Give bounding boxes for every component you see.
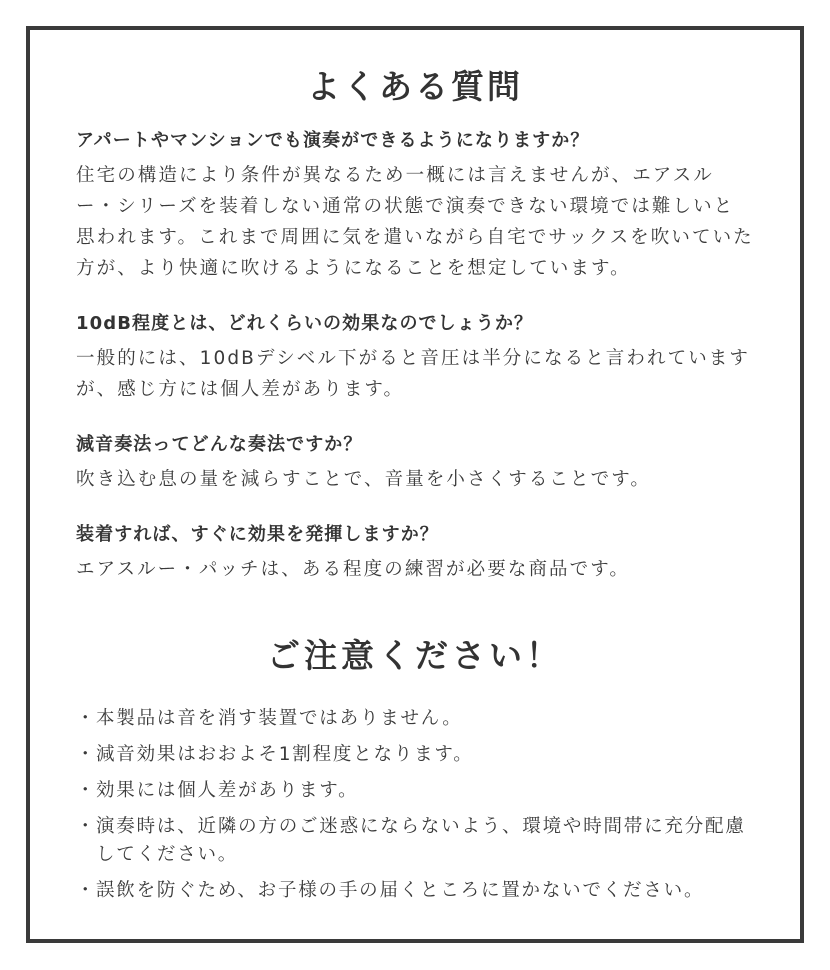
faq-question: 10dB程度とは、どれくらいの効果なのでしょうか？ [76, 313, 534, 334]
faq-answer: 吹き込む息の量を減らすことで、音量を小さくすることです。 [76, 469, 651, 490]
notice-item [76, 877, 754, 905]
notice-text: 効果には個人差があります。 [96, 780, 359, 801]
content-frame [26, 26, 804, 943]
faq-question: アパートやマンションでも演奏ができるようになりますか？ [76, 130, 590, 151]
faq-item [76, 311, 754, 405]
faq-item [76, 128, 754, 284]
bullet-icon: ・ [76, 880, 97, 901]
notice-text: 演奏時は、近隣の方のご迷惑にならないよう、環境や時間帯に充分配慮してください。 [96, 816, 746, 865]
faq-title: よくある質問 [307, 67, 523, 106]
faq-answer: 一般的には、10dBデシベル下がると音圧は半分になると言われていますが、感じ方には個人差があります。 [76, 348, 751, 400]
notice-text: 誤飲を防ぐため、お子様の手の届くところに置かないでください。 [96, 880, 705, 901]
notice-item [76, 741, 754, 769]
notice-title: ご注意ください！ [267, 636, 563, 675]
faq-question: 装着すれば、すぐに効果を発揮しますか？ [76, 524, 439, 545]
faq-question: 減音奏法ってどんな奏法ですか？ [76, 434, 363, 455]
notice-item [76, 813, 754, 869]
notice-item [76, 705, 754, 733]
notice-text: 本製品は音を消す装置ではありません。 [96, 708, 463, 729]
bullet-icon: ・ [76, 816, 97, 837]
faq-item [76, 432, 754, 495]
faq-item [76, 522, 754, 585]
faq-answer: エアスルー・パッチは、ある程度の練習が必要な商品です。 [76, 559, 630, 580]
bullet-icon: ・ [76, 708, 97, 729]
bullet-icon: ・ [76, 780, 97, 801]
notice-list [76, 705, 754, 905]
notice-item [76, 777, 754, 805]
notice-text: 減音効果はおおよそ1割程度となります。 [96, 744, 474, 765]
bullet-icon: ・ [76, 744, 97, 765]
faq-answer: 住宅の構造により条件が異なるため一概には言えませんが、エアスルー・シリーズを装着しない通常の状態で演奏できない環境では難しいと思われます。これまで周囲に気を遣いながら自宅でサックスを吹いていた方が、より快適に吹けるようになることを想定しています。 [76, 165, 754, 279]
